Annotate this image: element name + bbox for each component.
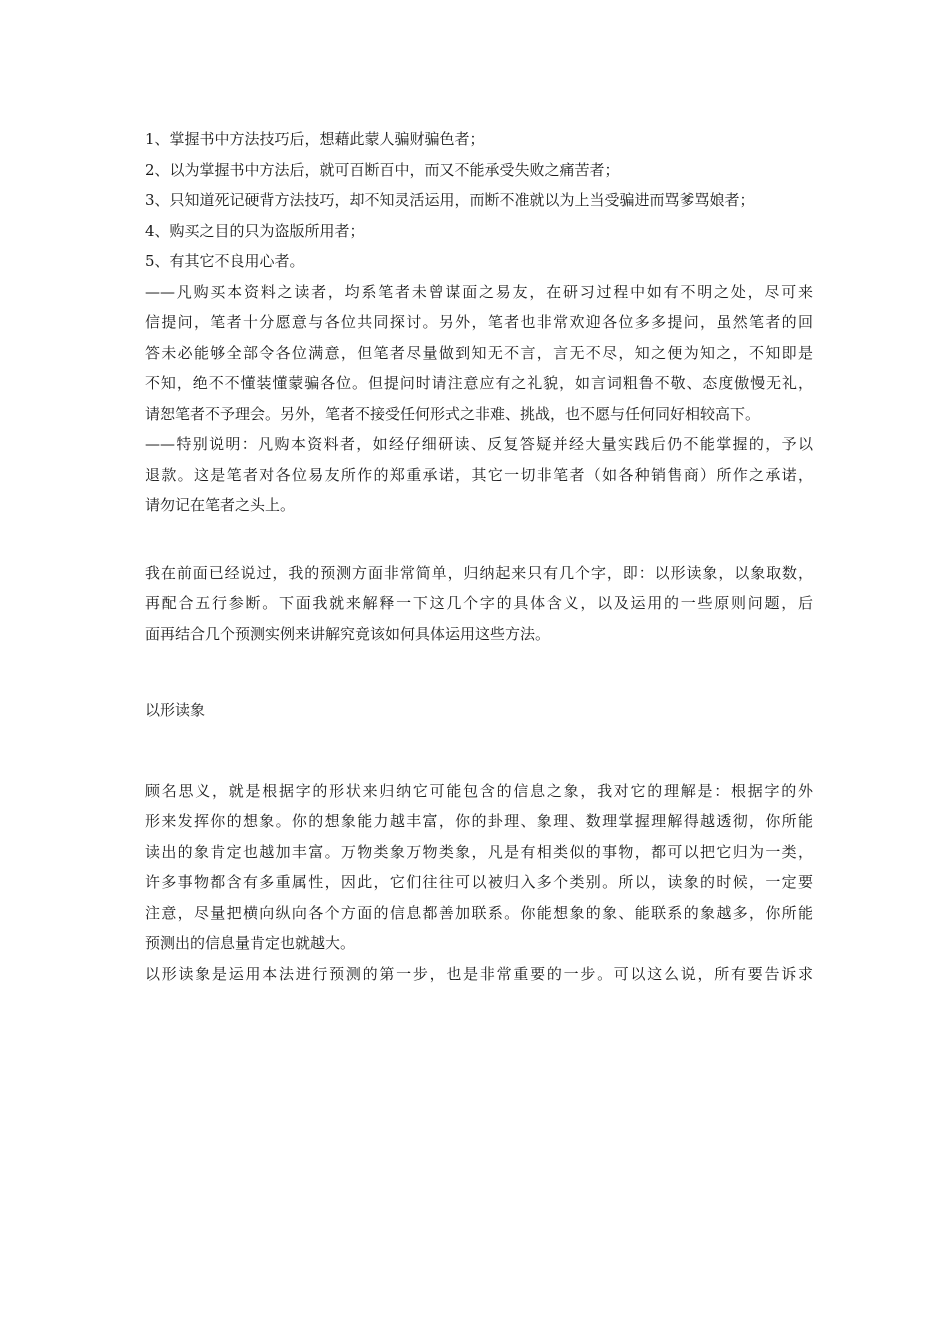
list-item: 1、掌握书中方法技巧后，想藉此蒙人骗财骗色者； (145, 130, 485, 148)
paragraph-line: 再配合五行参断。下面我就来解释一下这几个字的具体含义，以及运用的一些原则问题，后 (145, 594, 813, 612)
paragraph-line: ——特别说明：凡购本资料者，如经仔细研读、反复答疑并经大量实践后仍不能掌握的，予以 (145, 435, 813, 453)
paragraph-line: 面再结合几个预测实例来讲解究竟该如何具体运用这些方法。 (145, 624, 551, 643)
document-page (145, 124, 813, 989)
paragraph-line: 顾名思义，就是根据字的形状来归纳它可能包含的信息之象，我对它的理解是：根据字的外 (145, 781, 813, 800)
paragraph-line: 信提问，笔者十分愿意与各位共同探讨。另外，笔者也非常欢迎各位多多提问，虽然笔者的回 (145, 313, 813, 331)
spacer (145, 649, 813, 695)
paragraph-line: 读出的象肯定也越加丰富。万物类象万物类象，凡是有相类似的事物，都可以把它归为一类， (145, 842, 813, 861)
numbered-list (145, 124, 813, 277)
list-item: 2、以为掌握书中方法后，就可百断百中，而又不能承受失败之痛苦者； (145, 160, 620, 179)
spacer (145, 726, 813, 776)
intro-paragraph (145, 558, 813, 650)
list-item: 4、购买之目的只为盗版所用者； (145, 221, 365, 240)
trailing-line: 以形读象是运用本法进行预测的第一步，也是非常重要的一步。可以这么说，所有要告诉求 (145, 964, 813, 983)
list-item: 3、只知道死记硬背方法技巧，却不知灵活运用，而断不准就以为上当受骗进而骂爹骂娘者； (145, 191, 755, 209)
notice-paragraph (145, 277, 813, 430)
special-note-paragraph (145, 429, 813, 521)
section-paragraph (145, 776, 813, 959)
paragraph-line: ——凡购买本资料之读者，均系笔者未曾谋面之易友，在研习过程中如有不明之处，尽可来 (145, 282, 813, 301)
paragraph-line: 请恕笔者不予理会。另外，笔者不接受任何形式之非难、挑战，也不愿与任何同好相较高下。 (145, 404, 761, 423)
paragraph-line: 形来发挥你的想象。你的想象能力越丰富，你的卦理、象理、数理掌握理解得越透彻，你所能 (145, 812, 813, 830)
list-item: 5、有其它不良用心者。 (145, 252, 305, 270)
paragraph-line: 退款。这是笔者对各位易友所作的郑重承诺，其它一切非笔者（如各种销售商）所作之承诺， (145, 465, 813, 484)
paragraph-line: 预测出的信息量肯定也就越大。 (145, 934, 356, 952)
paragraph-line: 答未必能够全部令各位满意，但笔者尽量做到知无不言，言无不尽，知之便为知之，不知即是 (145, 343, 813, 362)
spacer (145, 521, 813, 558)
paragraph-line: 许多事物都含有多重属性，因此，它们往往可以被归入多个类别。所以，读象的时候，一定要 (145, 873, 813, 891)
section-heading: 以形读象 (145, 701, 206, 719)
paragraph-line: 我在前面已经说过，我的预测方面非常简单，归纳起来只有几个字，即：以形读象，以象取数， (145, 563, 813, 582)
paragraph-line: 注意，尽量把横向纵向各个方面的信息都善加联系。你能想象的象、能联系的象越多，你所能 (145, 903, 813, 922)
paragraph-line: 请勿记在笔者之头上。 (145, 496, 296, 514)
paragraph-line: 不知，绝不不懂装懂蒙骗各位。但提问时请注意应有之礼貌，如言词粗鲁不敬、态度傲慢无礼， (145, 374, 813, 392)
